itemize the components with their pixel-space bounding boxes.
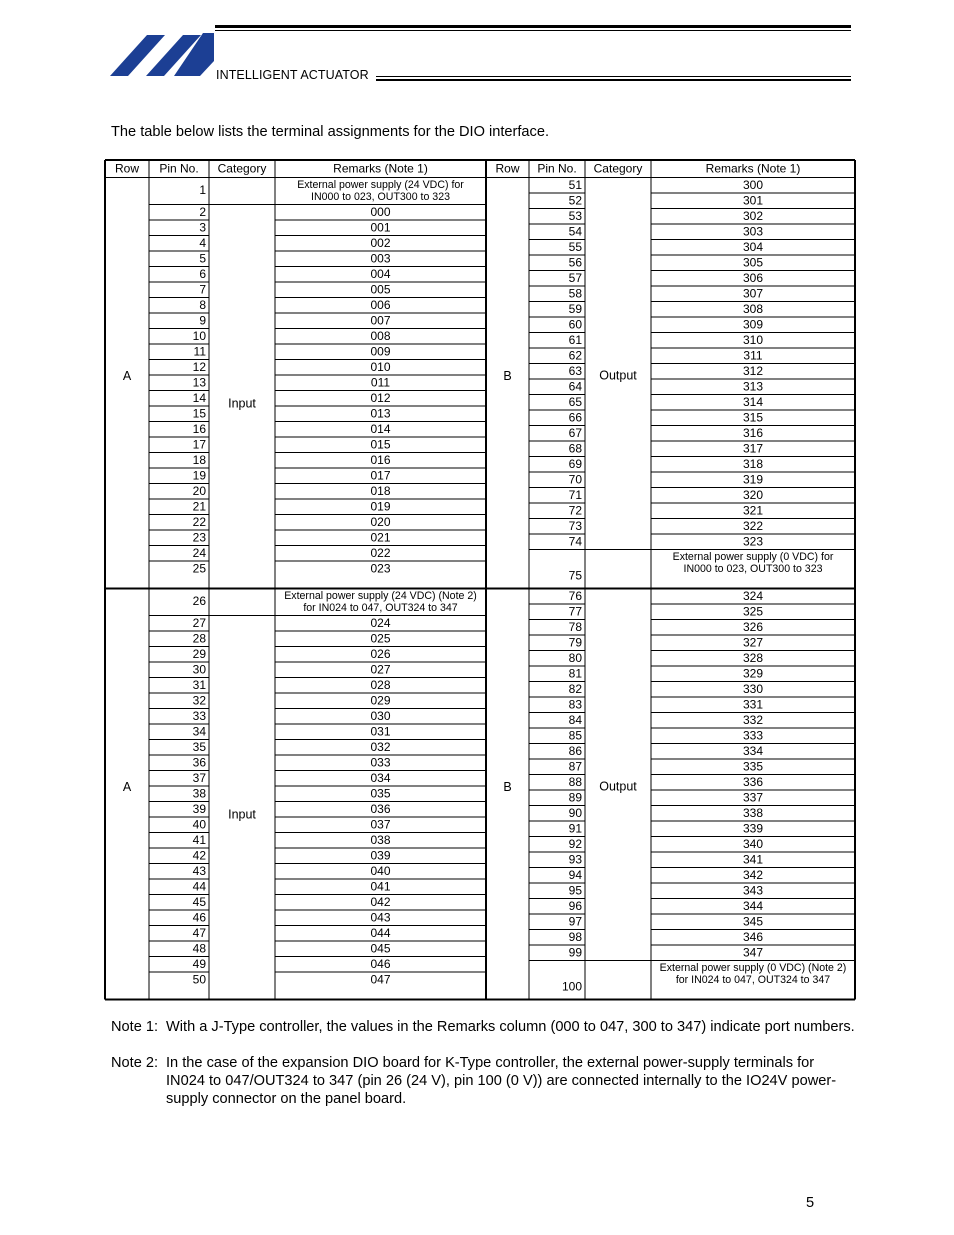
pin-cell: 51 [568,177,582,192]
pin-cell: 52 [568,193,582,208]
pin-cell: 8 [199,297,206,312]
pin-cell: 6 [199,266,206,281]
pin-cell: 97 [568,914,582,929]
row-label-cell: A [122,368,132,383]
pin-cell: 33 [192,708,206,723]
remark-cell: 319 [742,472,764,487]
pin-cell: 16 [192,421,206,436]
pin-cell: 55 [568,239,582,254]
category-cell: Input [228,807,256,822]
remark-cell: 320 [742,487,764,502]
pin-cell: 56 [568,255,582,270]
pin-cell: 44 [192,879,206,894]
remark-cell: 039 [370,848,391,863]
pin-cell: 4 [199,235,206,250]
pin-cell: 95 [568,883,582,898]
remark-cell: 010 [370,359,391,374]
pin-cell: 20 [192,483,206,498]
remark-cell: 313 [742,379,764,394]
remark-cell: 318 [742,456,764,471]
pin-cell: 84 [568,712,582,727]
pin-cell: 25 [192,561,206,576]
pin-cell: 82 [568,681,582,696]
pin-cell: 38 [192,786,206,801]
remark-cell: 030 [370,708,391,723]
pin-cell: 86 [568,743,582,758]
pin-cell: 47 [192,925,206,940]
pin-cell: 59 [568,301,582,316]
remark-cell: 343 [742,883,764,898]
remark-cell: 309 [742,317,764,332]
pin-cell: 89 [568,790,582,805]
pin-cell: 58 [568,286,582,301]
remark-cell: 316 [742,425,764,440]
pin-cell: 17 [192,437,206,452]
remark-cell: 327 [742,635,764,650]
pin-cell: 24 [192,545,206,560]
header-cell: Remarks (Note 1) [333,161,428,176]
pin-cell: 80 [568,650,582,665]
remark-cell: 013 [370,406,391,421]
pin-cell: 9 [199,313,206,328]
pin-cell: 19 [192,468,206,483]
remark-cell: 006 [370,297,391,312]
pin-cell: 76 [568,588,582,603]
remark-cell: 329 [742,666,764,681]
pin-cell: 43 [192,863,206,878]
remark-cell: 036 [370,801,391,816]
pin-cell: 64 [568,379,582,394]
pin-cell: 7 [199,282,206,297]
pin-cell: 10 [192,328,206,343]
remark-cell: 317 [742,441,764,456]
pin-cell: 23 [192,530,206,545]
remark-cell: 023 [370,561,391,576]
pin-cell: 73 [568,518,582,533]
pin-cell: 88 [568,774,582,789]
pin-cell: 32 [192,693,206,708]
pin-cell: 39 [192,801,206,816]
remark-cell: External power supply (24 VDC) for [297,178,464,191]
remark-cell: 325 [742,604,764,619]
pin-cell: 21 [192,499,206,514]
remark-cell: 000 [370,204,391,219]
remark-cell: 014 [370,421,391,436]
remark-cell: 016 [370,452,391,467]
remark-cell: 002 [370,235,391,250]
row-label-cell: B [503,368,512,383]
pin-cell: 40 [192,817,206,832]
remark-cell: 342 [742,867,764,882]
header-rule-bottom-thick [376,79,851,81]
remark-cell: 017 [370,468,391,483]
remark-cell: 045 [370,941,391,956]
remark-cell: 303 [742,224,764,239]
remark-cell: 035 [370,786,391,801]
pin-cell: 75 [568,568,582,583]
pin-cell: 78 [568,619,582,634]
pin-cell: 83 [568,697,582,712]
remark-cell: 044 [370,925,391,940]
table-grid [105,160,856,1000]
remark-cell: 330 [742,681,764,696]
remark-cell: 004 [370,266,391,281]
remark-cell: 041 [370,879,391,894]
remark-cell: 337 [742,790,764,805]
note-1-label: Note 1: [111,1019,159,1035]
remark-cell: 315 [742,410,764,425]
remark-cell: 029 [370,693,391,708]
pin-cell: 11 [193,344,206,359]
note-2-label: Note 2: [111,1055,159,1071]
pin-cell: 46 [192,910,206,925]
pin-cell: 72 [568,503,582,518]
header-cell: Row [495,161,520,176]
remark-cell: External power supply (24 VDC) (Note 2) [284,589,477,602]
remark-cell: 027 [370,662,391,677]
header-cell: Row [114,161,140,176]
remark-cell: 022 [370,545,391,560]
note-1-text: With a J-Type controller, the values in the Remarks column (000 to 047, 300 to 347) indicate port numbers. [166,1019,855,1035]
pin-cell: 85 [568,728,582,743]
remark-cell: 328 [742,650,764,665]
pin-cell: 53 [568,208,582,223]
pin-cell: 90 [568,805,582,820]
pin-cell: 37 [192,770,206,785]
remark-cell: 011 [370,375,391,390]
remark-cell: 347 [742,945,764,960]
intro-text: The table below lists the terminal assignments for the DIO interface. [111,124,550,140]
remark-cell: 339 [742,821,764,836]
pin-cell: 70 [568,472,582,487]
remark-cell: 043 [370,910,391,925]
remark-cell: 001 [370,220,391,235]
pin-cell: 62 [568,348,582,363]
pin-cell: 36 [192,755,206,770]
pin-cell: 92 [568,836,582,851]
terminal-assignment-table [105,160,856,1000]
pin-cell: 60 [568,317,582,332]
pin-cell: 35 [192,739,206,754]
remark-cell: 034 [370,770,391,785]
remark-cell: 321 [742,503,764,518]
remark-cell: 018 [370,483,391,498]
row-label-cell: A [122,779,132,794]
pin-cell: 3 [199,220,206,235]
pin-cell: 27 [192,615,206,630]
pin-cell: 61 [568,332,582,347]
header-rule-top-thick [215,25,851,28]
remark-cell: 025 [370,631,391,646]
pin-cell: 22 [192,514,206,529]
pin-cell: 79 [568,635,582,650]
remark-cell: 336 [742,774,764,789]
pin-cell: 26 [192,594,206,609]
remark-cell: 037 [370,817,391,832]
remark-cell: 333 [742,728,764,743]
remark-cell: 047 [370,972,391,987]
remark-cell: 308 [742,301,764,316]
pin-cell: 12 [192,359,206,374]
remark-cell: IN000 to 023, OUT300 to 323 [311,190,450,203]
remark-cell: IN000 to 023, OUT300 to 323 [683,562,823,575]
remark-cell: 028 [370,677,391,692]
remark-cell: 322 [742,518,764,533]
remark-cell: 306 [742,270,764,285]
remark-cell: 311 [743,348,763,363]
header-cell: Pin No. [159,161,199,176]
pin-cell: 34 [192,724,206,739]
header-cell: Remarks (Note 1) [705,161,801,176]
pin-cell: 63 [568,363,582,378]
pin-cell: 74 [568,534,582,549]
pin-cell: 100 [561,979,582,994]
pin-cell: 14 [192,390,206,405]
remark-cell: 338 [742,805,764,820]
pin-cell: 57 [568,270,582,285]
category-cell: Output [599,368,637,383]
note-2-text: In the case of the expansion DIO board for K-Type controller, the external power-supply terminals for IN024 to 047/OUT324 to 347 (pin 26 (24 V), pin 100 (0 V)) are connected internally to the IO24V power-supply connector on the panel board. [166,1055,837,1107]
remark-cell: 335 [742,759,764,774]
remark-cell: 314 [742,394,764,409]
pin-cell: 54 [568,224,582,239]
pin-cell: 41 [192,832,206,847]
remark-cell: 310 [742,332,764,347]
remark-cell: 005 [370,282,391,297]
remark-cell: 340 [742,836,764,851]
remark-cell: 334 [742,743,764,758]
page-number: 5 [806,1195,815,1211]
header-cell: Category [217,161,267,176]
remark-cell: 331 [742,697,764,712]
remark-cell: for IN024 to 047, OUT324 to 347 [303,601,458,614]
pin-cell: 50 [192,972,206,987]
pin-cell: 30 [192,662,206,677]
remark-cell: 307 [742,286,764,301]
remark-cell: 024 [370,615,391,630]
remark-cell: 302 [742,208,764,223]
pin-cell: 68 [568,441,582,456]
pin-cell: 67 [568,425,582,440]
remark-cell: 038 [370,832,391,847]
remark-cell: 020 [370,514,391,529]
pin-cell: 81 [568,666,582,681]
remark-cell: 032 [370,739,391,754]
remark-cell: 040 [370,863,391,878]
pin-cell: 94 [568,867,582,882]
remark-cell: 046 [370,956,391,971]
remark-cell: 009 [370,344,391,359]
pin-cell: 77 [568,604,582,619]
remark-cell: 323 [742,534,764,549]
pin-cell: 49 [192,956,206,971]
pin-cell: 69 [568,456,582,471]
remark-cell: 300 [742,177,764,192]
header-rule-top-thin [215,30,851,31]
pin-cell: 71 [568,487,582,502]
remark-cell: 026 [370,646,391,661]
pin-cell: 45 [192,894,206,909]
pin-cell: 48 [192,941,206,956]
brand-name: INTELLIGENT ACTUATOR [216,68,369,82]
pin-cell: 15 [192,406,206,421]
remark-cell: 019 [370,499,391,514]
remark-cell: 007 [370,313,391,328]
remark-cell: 346 [742,929,764,944]
category-cell: Input [228,396,256,411]
header-cell: Category [593,161,643,176]
remark-cell: 033 [370,755,391,770]
pin-cell: 13 [192,375,206,390]
remark-cell: 003 [370,251,391,266]
header-rule-bottom-thin [376,76,851,77]
remark-cell: 031 [370,724,391,739]
row-label-cell: B [503,779,512,794]
pin-cell: 96 [568,898,582,913]
pin-cell: 18 [192,452,206,467]
remark-cell: 341 [742,852,764,867]
remark-cell: External power supply (0 VDC) (Note 2) [659,961,847,974]
remark-cell: 015 [370,437,391,452]
remark-cell: External power supply (0 VDC) for [672,550,834,563]
remark-cell: 345 [742,914,764,929]
remark-cell: 326 [742,619,764,634]
category-cell: Output [599,779,637,794]
remark-cell: 344 [742,898,764,913]
remark-cell: 324 [742,588,764,603]
pin-cell: 98 [568,929,582,944]
remark-cell: 042 [370,894,391,909]
pin-cell: 1 [199,183,206,198]
pin-cell: 42 [192,848,206,863]
remark-cell: 304 [742,239,764,254]
remark-cell: 305 [742,255,764,270]
pin-cell: 28 [192,631,206,646]
pin-cell: 91 [568,821,582,836]
pin-cell: 87 [568,759,582,774]
remark-cell: 301 [742,193,764,208]
remark-cell: 012 [370,390,391,405]
remark-cell: for IN024 to 047, OUT324 to 347 [675,973,831,986]
header-cell: Pin No. [537,161,577,176]
pin-cell: 99 [568,945,582,960]
remark-cell: 021 [370,530,391,545]
remark-cell: 312 [742,363,764,378]
pin-cell: 65 [568,394,582,409]
remark-cell: 008 [370,328,391,343]
iai-logo [108,33,214,78]
pin-cell: 29 [192,646,206,661]
pin-cell: 31 [192,677,206,692]
remark-cell: 332 [742,712,764,727]
pin-cell: 5 [199,251,206,266]
pin-cell: 2 [199,204,206,219]
pin-cell: 66 [568,410,582,425]
pin-cell: 93 [568,852,582,867]
